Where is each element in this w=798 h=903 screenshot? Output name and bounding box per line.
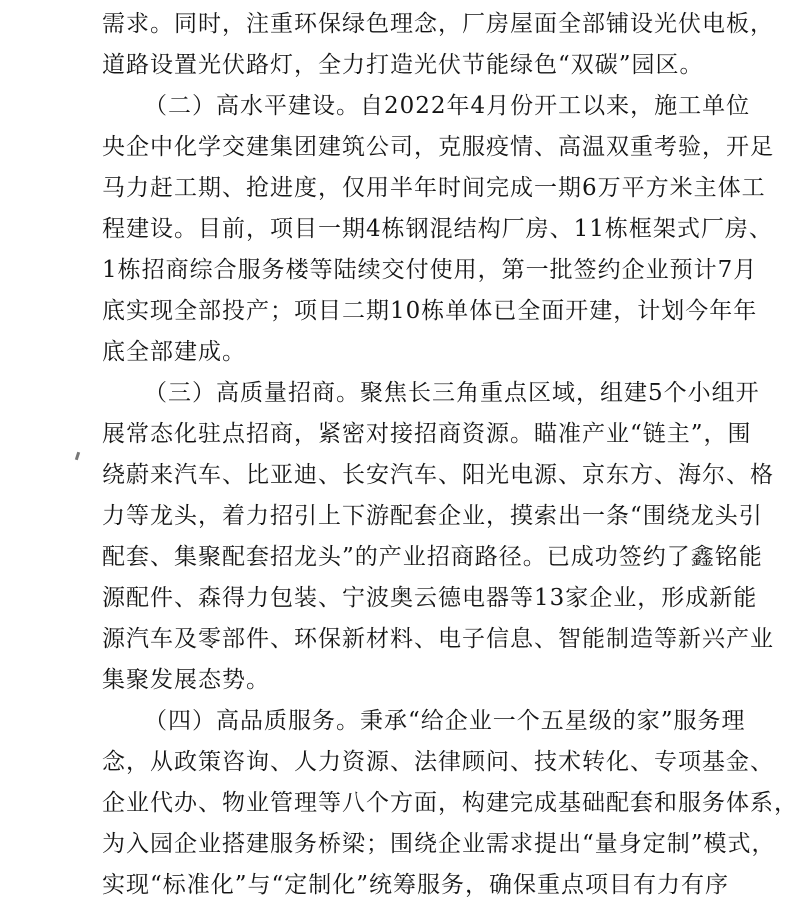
body-text-line: 底实现全部投产；项目二期10栋单体已全面开建，计划今年年 bbox=[102, 298, 758, 324]
body-text-line: 实现“标准化”与“定制化”统筹服务，确保重点项目有力有序 bbox=[102, 872, 730, 898]
body-text-line: 企业代办、物业管理等八个方面，构建完成基础配套和服务体系， bbox=[102, 790, 798, 816]
body-text-line: 源配件、森得力包装、宁波奥云德电器等13家企业，形成新能 bbox=[102, 585, 758, 611]
body-text-line: 念，从政策咨询、人力资源、法律顾问、技术转化、专项基金、 bbox=[102, 749, 774, 775]
section-heading-line: （二）高水平建设。自2022年4月份开工以来，施工单位 bbox=[144, 93, 751, 119]
body-text-line: 马力赶工期、抢进度，仅用半年时间完成一期6万平方米主体工 bbox=[102, 175, 766, 201]
body-text-line: 力等龙头，着力招引上下游配套企业，摸索出一条“围绕龙头引 bbox=[102, 503, 763, 529]
body-text-line: 源汽车及零部件、环保新材料、电子信息、智能制造等新兴产业 bbox=[102, 626, 774, 652]
body-text-line: 需求。同时，注重环保绿色理念，厂房屋面全部铺设光伏电板， bbox=[102, 11, 774, 37]
body-text-line: 道路设置光伏路灯，全力打造光伏节能绿色“双碳”园区。 bbox=[102, 52, 704, 78]
body-text-line: 1栋招商综合服务楼等陆续交付使用，第一批签约企业预计7月 bbox=[102, 257, 758, 283]
body-text-line: 展常态化驻点招商，紧密对接招商资源。瞄准产业“链主”，围 bbox=[102, 421, 752, 447]
body-text-line: 绕蔚来汽车、比亚迪、长安汽车、阳光电源、京东方、海尔、格 bbox=[102, 462, 774, 488]
section-heading-line: （三）高质量招商。聚焦长三角重点区域，组建5个小组开 bbox=[144, 380, 760, 406]
body-text-line: 央企中化学交建集团建筑公司，克服疫情、高温双重考验，开足 bbox=[102, 134, 774, 160]
section-heading-line: （四）高品质服务。秉承“给企业一个五星级的家”服务理 bbox=[144, 708, 746, 734]
body-text-line: 为入园企业搭建服务桥梁；围绕企业需求提出“量身定制”模式， bbox=[102, 831, 776, 857]
body-text-line: 底全部建成。 bbox=[102, 339, 246, 365]
body-text-line: 程建设。目前，项目一期4栋钢混结构厂房、11栋框架式厂房、 bbox=[102, 216, 773, 242]
scan-mark bbox=[75, 452, 80, 461]
body-text-line: 集聚发展态势。 bbox=[102, 667, 270, 693]
body-text-line: 配套、集聚配套招龙头”的产业招商路径。已成功签约了鑫铭能 bbox=[102, 544, 763, 570]
